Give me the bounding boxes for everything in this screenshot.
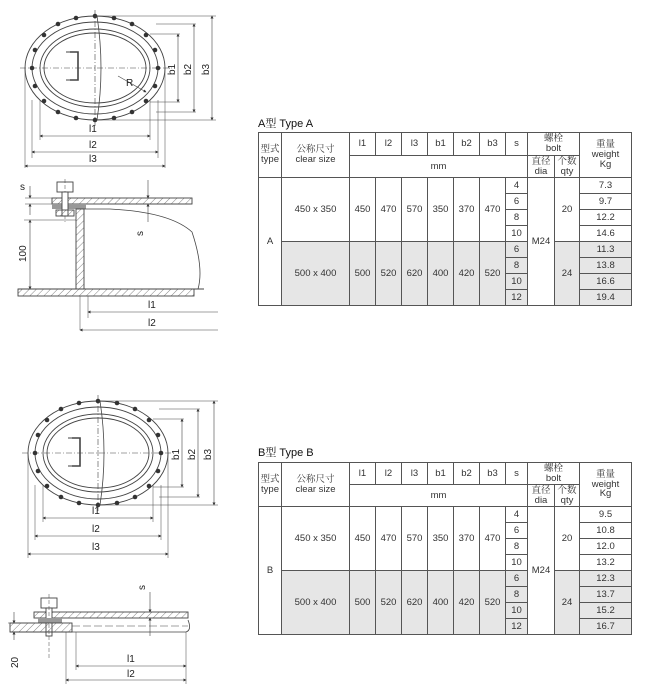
cell-s: 10	[506, 555, 528, 571]
dim-b2-a: b2	[183, 63, 194, 75]
dim-s-b: s	[137, 585, 148, 590]
dim-l1-section-b: l1	[127, 654, 135, 665]
cell-s: 12	[506, 619, 528, 635]
cell-weight: 12.2	[580, 210, 632, 226]
cell-b3: 520	[480, 571, 506, 635]
cell-bolt-dia: M24	[528, 507, 555, 635]
dim-l2-section-a: l2	[148, 318, 156, 329]
table-b	[258, 462, 632, 635]
cell-b3: 470	[480, 507, 506, 571]
cell-b1: 400	[428, 242, 454, 306]
col-b2: b2	[454, 133, 480, 156]
col-bolt-qty: 个数 qty	[555, 485, 580, 507]
cell-l2: 520	[376, 571, 402, 635]
cell-type: A	[259, 178, 282, 306]
col-bolt-dia: 直径 dia	[528, 156, 555, 178]
cell-l1: 450	[350, 507, 376, 571]
col-bolt: 螺栓 bolt	[528, 463, 580, 485]
dim-l1-section-a: l1	[148, 300, 156, 311]
col-bolt: 螺栓 bolt	[528, 133, 580, 156]
table-row	[259, 178, 632, 194]
col-b3: b3	[480, 133, 506, 156]
cell-b3: 520	[480, 242, 506, 306]
cell-bolt-qty: 20	[555, 507, 580, 571]
cell-l2: 470	[376, 507, 402, 571]
cell-l3: 570	[402, 507, 428, 571]
cell-l2: 470	[376, 178, 402, 242]
cell-l3: 620	[402, 242, 428, 306]
col-b3: b3	[480, 463, 506, 485]
table-row	[259, 507, 632, 523]
cell-s: 10	[506, 603, 528, 619]
col-clear-size: 公称尺寸 clear size	[282, 463, 350, 507]
cell-s: 8	[506, 210, 528, 226]
cell-s: 4	[506, 507, 528, 523]
dim-b3-a: b3	[201, 63, 212, 75]
col-l2: l2	[376, 133, 402, 156]
dim-l2-b: l2	[92, 524, 100, 535]
dim-l2-section-b: l2	[127, 669, 135, 680]
cell-bolt-qty: 24	[555, 571, 580, 635]
cell-s: 4	[506, 178, 528, 194]
dim-height-a: 100	[18, 245, 29, 262]
cell-bolt-qty: 20	[555, 178, 580, 242]
table-row	[259, 571, 632, 587]
cell-type: B	[259, 507, 282, 635]
cell-weight: 12.0	[580, 539, 632, 555]
cell-s: 6	[506, 523, 528, 539]
cell-s: 8	[506, 587, 528, 603]
dim-b1-b: b1	[171, 448, 182, 460]
cell-weight: 9.5	[580, 507, 632, 523]
table-a-title: A型 Type A	[258, 118, 314, 130]
cell-b1: 350	[428, 178, 454, 242]
col-type: 型式 type	[259, 463, 282, 507]
dim-s-side-a: s	[135, 231, 146, 236]
cell-b2: 370	[454, 507, 480, 571]
cell-b2: 420	[454, 571, 480, 635]
dim-l1-b: l1	[92, 506, 100, 517]
cell-s: 6	[506, 194, 528, 210]
cell-bolt-dia: M24	[528, 178, 555, 306]
cell-s: 8	[506, 539, 528, 555]
dim-l1-a: l1	[89, 124, 97, 135]
cell-weight: 10.8	[580, 523, 632, 539]
col-b1: b1	[428, 133, 454, 156]
cell-s: 10	[506, 226, 528, 242]
dim-b1-a: b1	[167, 63, 178, 75]
plan-a-dimension-labels	[89, 63, 212, 165]
cell-l1: 450	[350, 178, 376, 242]
cell-l2: 520	[376, 242, 402, 306]
cell-l1: 500	[350, 242, 376, 306]
col-mm-unit: mm	[350, 485, 528, 507]
col-l3: l3	[402, 463, 428, 485]
col-bolt-dia: 直径 dia	[528, 485, 555, 507]
col-l1: l1	[350, 133, 376, 156]
cell-size: 500 x 400	[282, 571, 350, 635]
cell-size: 500 x 400	[282, 242, 350, 306]
section-view-a	[18, 179, 218, 330]
cell-weight: 13.8	[580, 258, 632, 274]
cell-s: 12	[506, 290, 528, 306]
cell-weight: 19.4	[580, 290, 632, 306]
cell-weight: 12.3	[580, 571, 632, 587]
dim-r-a: R	[126, 78, 134, 89]
cell-l3: 620	[402, 571, 428, 635]
dim-l2-a: l2	[89, 140, 97, 151]
cell-weight: 14.6	[580, 226, 632, 242]
table-a	[258, 132, 632, 306]
cell-size: 450 x 350	[282, 178, 350, 242]
dim-l3-a: l3	[89, 154, 97, 165]
cell-size: 450 x 350	[282, 507, 350, 571]
cell-b1: 400	[428, 571, 454, 635]
table-b-title: B型 Type B	[258, 447, 314, 459]
dim-l3-b: l3	[92, 542, 100, 553]
col-l2: l2	[376, 463, 402, 485]
plan-view-b	[22, 395, 218, 558]
col-weight: 重量 weight Kg	[580, 133, 632, 178]
cell-weight: 9.7	[580, 194, 632, 210]
cell-weight: 7.3	[580, 178, 632, 194]
dim-b3-b: b3	[203, 448, 214, 460]
cell-s: 8	[506, 258, 528, 274]
col-type: 型式 type	[259, 133, 282, 178]
cell-weight: 13.2	[580, 555, 632, 571]
cell-bolt-qty: 24	[555, 242, 580, 306]
cell-b1: 350	[428, 507, 454, 571]
cell-weight: 11.3	[580, 242, 632, 258]
col-bolt-qty: 个数 qty	[555, 156, 580, 178]
section-view-b	[8, 592, 190, 684]
dim-s-top-a: s	[20, 182, 25, 193]
cell-weight: 16.6	[580, 274, 632, 290]
cell-weight: 13.7	[580, 587, 632, 603]
dim-b2-b: b2	[187, 448, 198, 460]
col-b2: b2	[454, 463, 480, 485]
cell-weight: 15.2	[580, 603, 632, 619]
dim-height-b: 20	[10, 656, 21, 668]
cell-s: 10	[506, 274, 528, 290]
cell-b3: 470	[480, 178, 506, 242]
cell-s: 6	[506, 571, 528, 587]
cell-l1: 500	[350, 571, 376, 635]
col-weight: 重量 weight Kg	[580, 463, 632, 507]
col-l1: l1	[350, 463, 376, 485]
cell-b2: 370	[454, 178, 480, 242]
table-row	[259, 242, 632, 258]
col-b1: b1	[428, 463, 454, 485]
cell-weight: 16.7	[580, 619, 632, 635]
col-clear-size: 公称尺寸 clear size	[282, 133, 350, 178]
col-l3: l3	[402, 133, 428, 156]
col-s: s	[506, 133, 528, 156]
cell-l3: 570	[402, 178, 428, 242]
cell-b2: 420	[454, 242, 480, 306]
cell-s: 6	[506, 242, 528, 258]
col-s: s	[506, 463, 528, 485]
plan-view-a	[20, 10, 216, 168]
col-mm-unit: mm	[350, 156, 528, 178]
